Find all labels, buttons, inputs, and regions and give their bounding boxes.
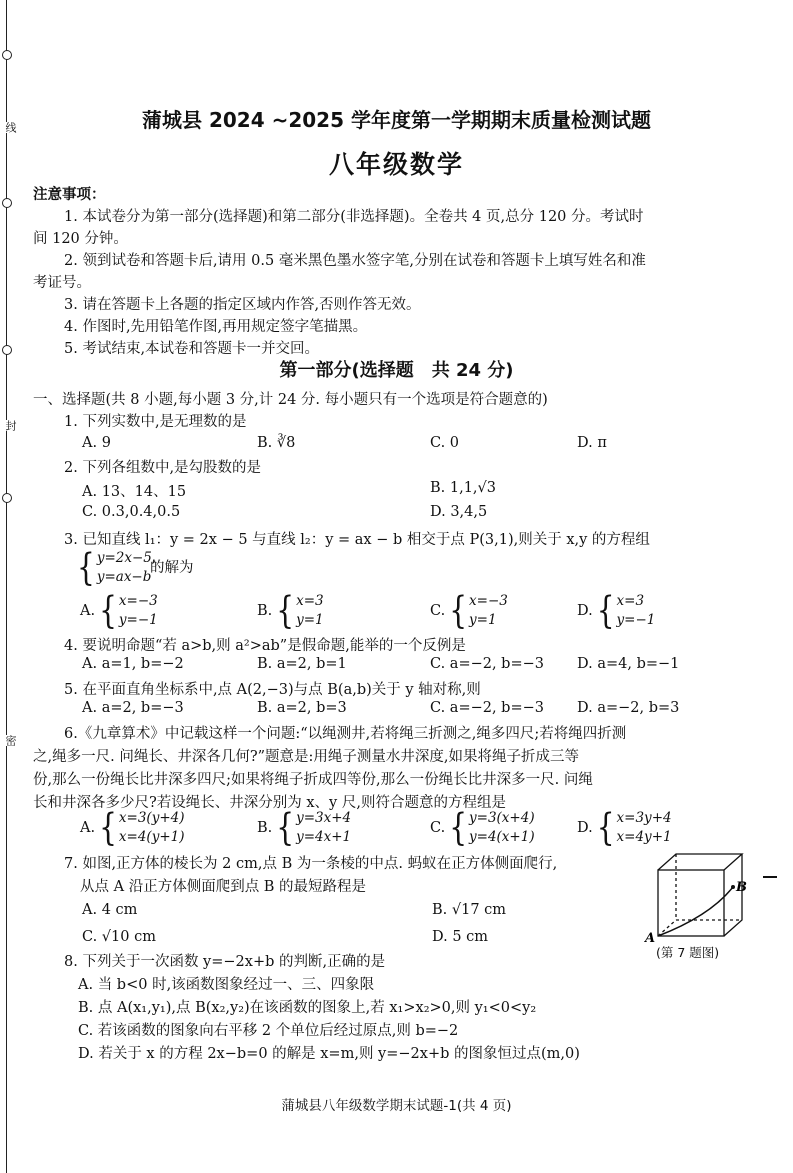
margin-char-xian: 线 [4, 122, 17, 133]
q2-option-c: C. 0.3,0.4,0.5 [82, 504, 181, 520]
q5-option-b: B. a=2, b=3 [257, 700, 347, 716]
q3-option-b: B. { x=3 y=1 [257, 588, 324, 633]
cube-front-face [658, 870, 724, 936]
q6-line: 份,那么一份绳长比井深多四尺;如果将绳子折成四等份,那么一份绳长比井深多一尺. 问绳 [33, 772, 593, 788]
q4-option-a: A. a=1, b=−2 [82, 656, 184, 672]
q4-stem: 4. 要说明命题“若 a>b,则 a²>ab”是假命题,能举的一个反例是 [64, 638, 466, 654]
notice-item: 间 120 分钟。 [33, 231, 128, 247]
q7-option-b: B. √17 cm [432, 902, 507, 918]
q4-option-b: B. a=2, b=1 [257, 656, 347, 672]
q8-option-b: B. 点 A(x₁,y₁),点 B(x₂,y₂)在该函数的图象上,若 x₁>x₂>0,则 y₁<0<y₂ [78, 1000, 537, 1016]
margin-mark [763, 876, 777, 878]
notice-item: 考证号。 [33, 275, 91, 291]
q3-option-c: C. { x=−3 y=1 [430, 588, 508, 633]
q1-option-b: B. ∛8 [257, 435, 296, 451]
q6-option-b: B. { y=3x+4 y=4x+1 [257, 805, 352, 850]
cube-top-face [658, 854, 742, 870]
q7-option-c: C. √10 cm [82, 929, 156, 945]
margin-hole [2, 493, 12, 503]
q6-option-a: A. { x=3(y+4) x=4(y+1) [80, 805, 185, 850]
q1-stem: 1. 下列实数中,是无理数的是 [64, 414, 247, 430]
q4-option-d: D. a=4, b=−1 [577, 656, 680, 672]
page-footer: 蒲城县八年级数学期末试题-1(共 4 页) [281, 1098, 512, 1114]
q5-option-d: D. a=−2, b=3 [577, 700, 680, 716]
notice-item: 3. 请在答题卡上各题的指定区域内作答,否则作答无效。 [64, 297, 421, 313]
q7-cube-figure [640, 846, 750, 958]
q5-option-c: C. a=−2, b=−3 [430, 700, 544, 716]
q6-line: 之,绳多一尺. 问绳长、井深各几何?”题意是:用绳子测量水井深度,如果将绳子折成三等 [33, 749, 580, 765]
q4-option-c: C. a=−2, b=−3 [430, 656, 544, 672]
q3-tail: 的解为 [150, 560, 194, 576]
point-a-label: A [645, 931, 656, 946]
q1-option-c: C. 0 [430, 435, 460, 451]
notice-heading: 注意事项： [33, 187, 106, 203]
q3-option-a: A. { x=−3 y=−1 [80, 588, 158, 633]
q2-stem: 2. 下列各组数中,是勾股数的是 [64, 460, 262, 476]
cube-hidden-edge [658, 920, 676, 936]
q8-option-c: C. 若该函数的图象向右平移 2 个单位后经过原点,则 b=−2 [78, 1023, 459, 1039]
margin-hole [2, 345, 12, 355]
q7-line: 7. 如图,正方体的棱长为 2 cm,点 B 为一条棱的中点. 蚂蚁在正方体侧面爬行, [64, 856, 558, 872]
q6-option-d: D. { x=3y+4 x=4y+1 [577, 805, 672, 850]
ant-path [658, 887, 733, 936]
q7-figure-caption: (第 7 题图) [656, 945, 720, 960]
q8-option-d: D. 若关于 x 的方程 2x−b=0 的解是 x=m,则 y=−2x+b 的图象恒过点(m,0) [78, 1046, 580, 1062]
q6-option-c: C. { y=3(x+4) y=4(x+1) [430, 805, 535, 850]
q6-line: 6.《九章算术》中记载这样一个问题:“以绳测井,若将绳三折测之,绳多四尺;若将绳四折测 [64, 726, 627, 742]
q1-option-d: D. π [577, 435, 607, 451]
q2-option-d: D. 3,4,5 [430, 504, 488, 520]
margin-hole [2, 198, 12, 208]
q1-option-a: A. 9 [82, 435, 111, 451]
margin-hole [2, 50, 12, 60]
q3-stem: 3. 已知直线 l₁：y = 2x − 5 与直线 l₂：y = ax − b 相交于点 P(3,1),则关于 x,y 的方程组 [64, 532, 650, 548]
notice-item: 2. 领到试卷和答题卡后,请用 0.5 毫米黑色墨水签字笔,分别在试卷和答题卡上填写姓名和准 [64, 253, 646, 269]
q5-stem: 5. 在平面直角坐标系中,点 A(2,−3)与点 B(a,b)关于 y 轴对称,则 [64, 682, 481, 698]
subject-title: 八年级数学 [328, 150, 464, 179]
section-intro: 一、选择题(共 8 小题,每小题 3 分,计 24 分. 每小题只有一个选项是符合题意的) [33, 392, 548, 408]
notice-item: 1. 本试卷分为第一部分(选择题)和第二部分(非选择题)。全卷共 4 页,总分 120 分。考试时 [64, 209, 644, 225]
q2-option-a: A. 13、14、15 [82, 484, 187, 500]
q3-option-d: D. { x=3 y=−1 [577, 588, 656, 633]
q5-option-a: A. a=2, b=−3 [82, 700, 184, 716]
notice-item: 4. 作图时,先用铅笔作图,再用规定签字笔描黑。 [64, 319, 368, 335]
part1-title: 第一部分(选择题 共 24 分) [279, 360, 514, 381]
q7-line: 从点 A 沿正方体侧面爬到点 B 的最短路程是 [80, 879, 367, 895]
point-b-marker [731, 885, 735, 889]
q8-option-a: A. 当 b<0 时,该函数图象经过一、三、四象限 [78, 977, 375, 993]
exam-title: 蒲城县 2024 ~2025 学年度第一学期期末质量检测试题 [142, 108, 651, 132]
q6-line: 长和井深各多少尺?若设绳长、井深分别为 x、y 尺,则符合题意的方程组是 [33, 795, 506, 811]
notice-item: 5. 考试结束,本试卷和答题卡一并交回。 [64, 341, 320, 357]
q3-system: { y=2x−5, y=ax−b [77, 545, 157, 590]
margin-char-mi: 密 [4, 735, 17, 746]
q7-option-d: D. 5 cm [432, 929, 489, 945]
q7-option-a: A. 4 cm [82, 902, 138, 918]
q8-stem: 8. 下列关于一次函数 y=−2x+b 的判断,正确的是 [64, 954, 386, 970]
q2-option-b: B. 1,1,√3 [430, 480, 497, 496]
point-b-label: B [736, 880, 747, 895]
margin-char-feng: 封 [4, 420, 17, 431]
